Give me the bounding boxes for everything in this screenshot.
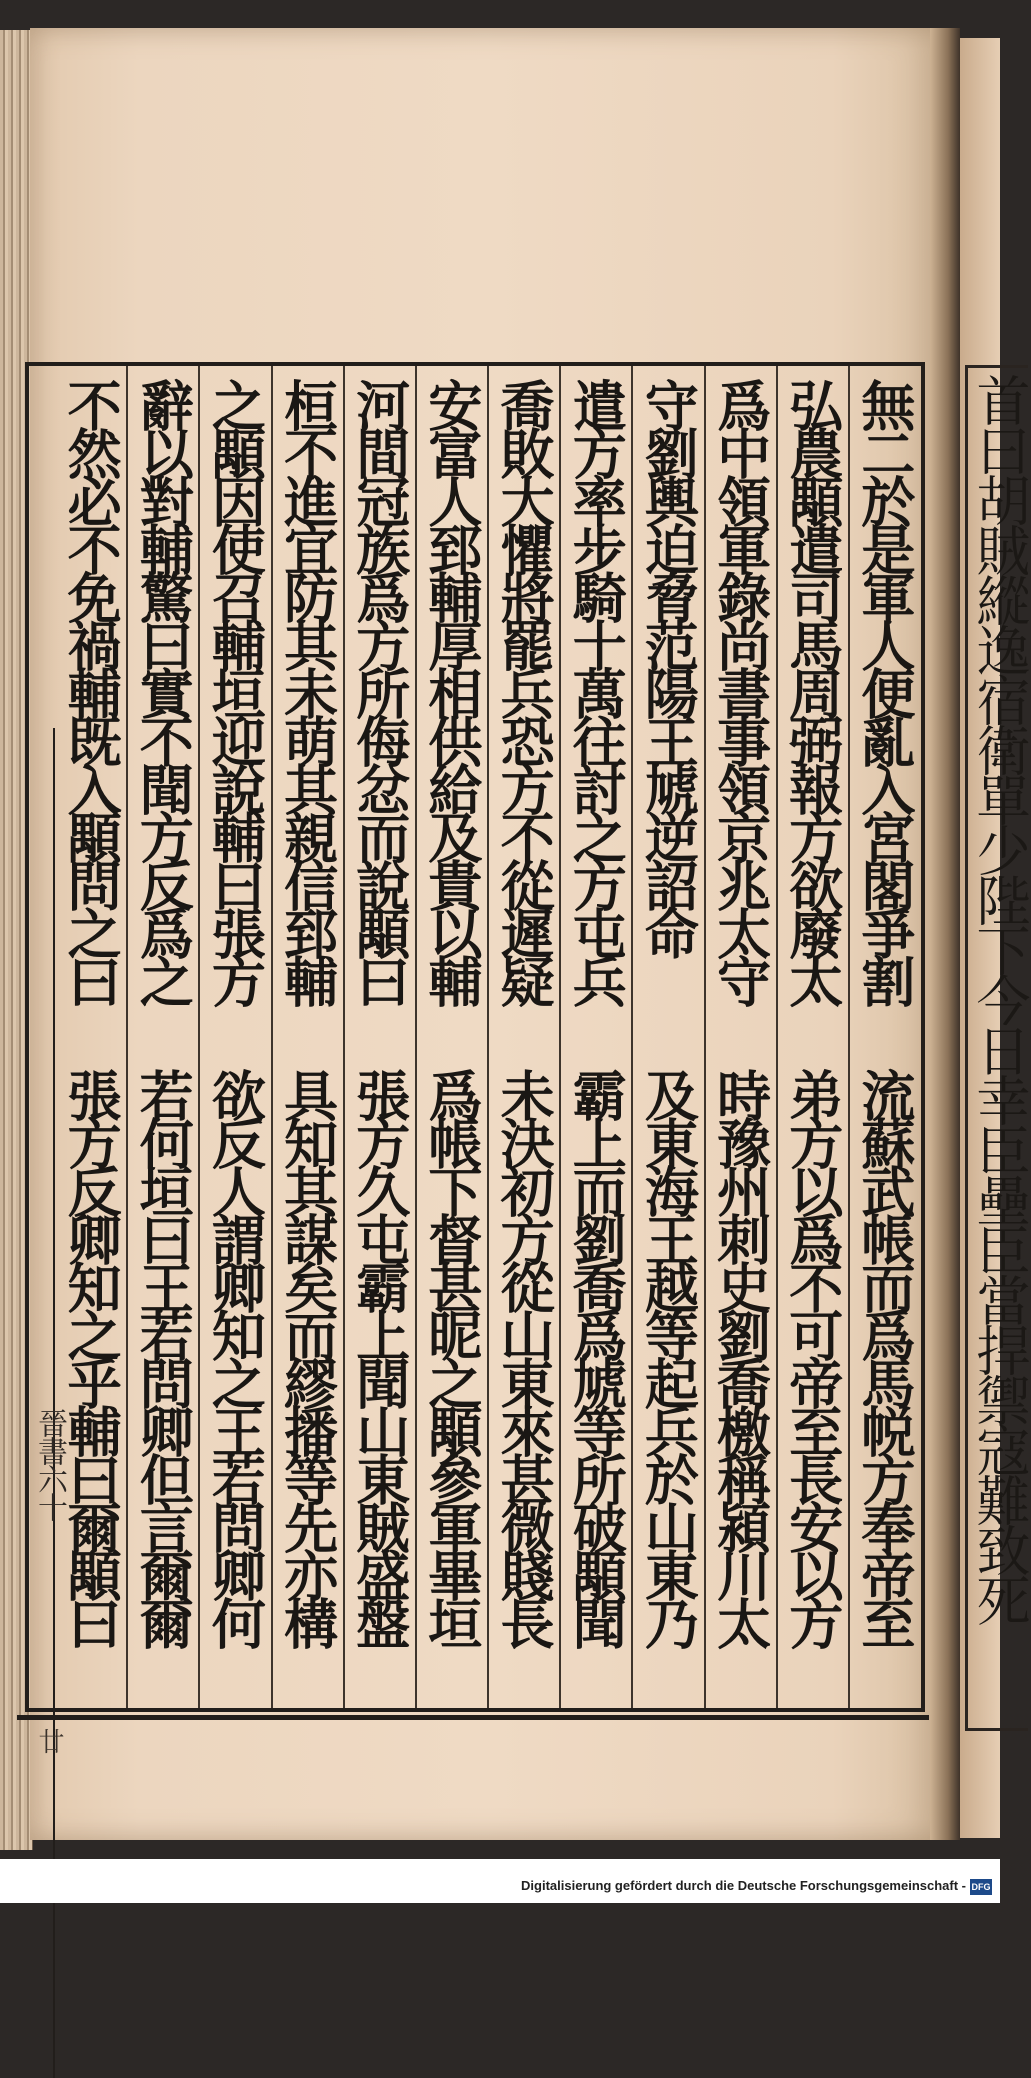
text-column-lower: 及東海王越等起兵於山東乃 xyxy=(636,1068,701,1644)
column-rule xyxy=(776,366,778,1708)
text-column-lower: 時豫州刺史劉喬檄稱潁川太 xyxy=(708,1068,773,1644)
digitization-credit: Digitalisierung gefördert durch die Deutsche Forschungsgemeinschaft - xyxy=(521,1878,966,1893)
banxin-title: 晉書六十 xyxy=(32,1408,67,1520)
next-page-edge xyxy=(960,38,1031,1838)
footer-bar xyxy=(0,1859,1000,1903)
text-column-upper: 安富人郅輔厚相供給及貴以輔 xyxy=(419,378,484,1002)
next-page-column: 首曰胡賊縱逸宿衛單少陛下今日幸臣壘臣當捍禦寇難致死 xyxy=(968,373,1031,1623)
text-column-lower: 弟方以爲不可帝至長安以方 xyxy=(780,1068,845,1644)
column-rule xyxy=(848,366,850,1708)
dfg-logo-icon: DFG xyxy=(970,1879,992,1895)
column-rule xyxy=(487,366,489,1708)
column-rule xyxy=(271,366,273,1708)
text-column-lower: 張方反卿知之乎輔曰爾顒曰 xyxy=(59,1068,124,1644)
column-rule xyxy=(559,366,561,1708)
text-column-lower: 未決初方從山東來甚微賤長 xyxy=(492,1068,557,1644)
text-frame xyxy=(25,362,925,1754)
page-gutter xyxy=(930,28,960,1840)
text-column-lower: 具知其謀矣而繆播等先亦構 xyxy=(275,1068,340,1644)
text-column-upper: 無二於是軍人便亂入宮閣爭割 xyxy=(852,378,917,1002)
column-rule xyxy=(704,366,706,1708)
text-column-upper: 爲中領軍錄尚書事領京兆太守 xyxy=(708,378,773,1002)
column-rule xyxy=(415,366,417,1708)
text-column-lower: 張方久屯霸上聞山東賊盛盤 xyxy=(347,1068,412,1644)
text-column-lower: 霸上而劉喬爲虓等所破顒聞 xyxy=(564,1068,629,1644)
text-column-upper: 桓不進宜防其未萌其親信郅輔 xyxy=(275,378,340,1002)
text-column-upper: 弘農顒遣司馬周弼報方欲廢太 xyxy=(780,378,845,1002)
text-column-upper: 喬敗大懼將罷兵恐方不從遲疑 xyxy=(492,378,557,1002)
text-column-upper: 不然必不免禍輔既入顒問之曰 xyxy=(59,378,124,1002)
text-column-lower: 若何垣曰王若問卿但言爾爾 xyxy=(131,1068,196,1644)
text-column-lower: 欲反人謂卿知之王若問卿何 xyxy=(203,1068,268,1644)
column-rule xyxy=(198,366,200,1708)
text-column-upper: 河間冠族爲方所侮忿而說顒曰 xyxy=(347,378,412,1002)
column-rule xyxy=(126,366,128,1708)
text-column-upper: 守劉輿迫脅范陽王虓逆詔命 xyxy=(636,378,701,954)
text-column-upper: 辭以對輔驚曰實不聞方反爲之 xyxy=(131,378,196,1002)
text-column-lower: 爲帳下督甚昵之顒參軍畢垣 xyxy=(419,1068,484,1644)
text-column-upper: 之顒因使召輔垣迎說輔曰張方 xyxy=(203,378,268,1002)
column-rule xyxy=(631,366,633,1708)
text-column-lower: 流蘇武帳而爲馬帨方奉帝至 xyxy=(852,1068,917,1644)
banxin-page-number: 廿 xyxy=(34,1728,64,1754)
text-column-upper: 遣方率步騎十萬往討之方屯兵 xyxy=(564,378,629,1002)
column-rule xyxy=(343,366,345,1708)
